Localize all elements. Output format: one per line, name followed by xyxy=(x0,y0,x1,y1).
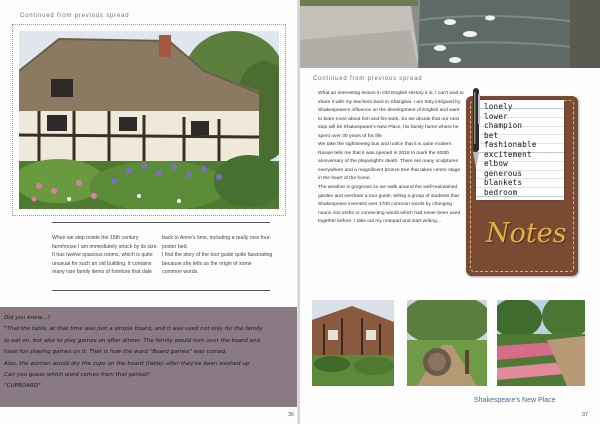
did-you-know-line: to eat on, but also to play games on after dinner. The family would turn over the board and xyxy=(4,337,261,344)
notes-title: Notes xyxy=(486,218,567,249)
garden-photo-2 xyxy=(407,300,487,386)
cottage-photo xyxy=(19,31,279,209)
text-line: When we step inside the 15th century xyxy=(52,235,139,241)
river-photo xyxy=(300,0,600,68)
text-line: many rare family items of furniture that date xyxy=(52,269,153,276)
did-you-know-line: Can you guess which word comes from that period? xyxy=(4,372,150,379)
notes-word: elbow xyxy=(484,159,508,168)
text-line: because she tells us the origin of some xyxy=(162,260,252,267)
notes-word: blankets xyxy=(484,178,523,187)
article-column-right xyxy=(162,234,276,277)
notes-word: generous xyxy=(484,168,523,178)
did-you-know-text xyxy=(4,313,296,393)
did-you-know-line: Also, the women would dry the cups on the board (table) after they've been washed up. xyxy=(4,360,252,367)
cottage-photo-frame xyxy=(12,24,286,216)
garden-photo-1 xyxy=(312,300,394,386)
did-you-know-line: have fun playing games on it. That is how the word "Board games" was coined. xyxy=(4,349,227,356)
text-line: It has twelve spacious rooms, which is quite xyxy=(52,252,153,259)
article-body xyxy=(318,90,464,227)
text-line: common words. xyxy=(162,269,199,276)
text-line: unusual for such an old building. It contains xyxy=(52,260,152,267)
continued-label-left: Continued from previous spread xyxy=(20,13,130,19)
did-you-know-line: "That the table, at that time was just a simple board, and it was used not only for the family xyxy=(4,326,263,333)
notes-word: excitement xyxy=(484,149,532,159)
notes-word: bedroom xyxy=(484,187,518,197)
page-number-left: 36 xyxy=(288,412,295,418)
text-line: I find the story of the tour guide quite fascinating xyxy=(162,252,273,259)
pen-icon xyxy=(470,88,482,170)
did-you-know-heading: Did you know...? xyxy=(4,315,50,321)
photo-caption: Shakespeare's New Place xyxy=(474,397,556,404)
notes-word: champion xyxy=(484,121,523,130)
text-line: back to Anne's time, including a really nice four- xyxy=(162,235,272,241)
continued-label-right: Continued from previous spread xyxy=(313,76,423,82)
notes-word: bet xyxy=(484,130,499,140)
notes-word: fashionable xyxy=(484,140,537,149)
notes-word: lonely xyxy=(484,102,513,111)
page-number-right: 37 xyxy=(582,412,589,418)
article-paragraph: What an interesting lesson in Old English History it is. I can't wait to share it with my teachers back in Shanghai. I am truly intrigued by Shakespeare's influence on the development of English and want to learn more about him and his work. So we decide that our next stop will be Shakespeare's New Place, his family home where he spent over 30 years of his life. xyxy=(318,91,464,139)
article-column-left xyxy=(52,234,164,277)
divider-bottom xyxy=(52,290,270,291)
article-paragraph: We take the sightseeing bus and notice that it is quite modern. Russie tells me that it was opened in 2016 to mark the 400th anniversary of the playwright's death. There are many sculptures everywhere and a magnificent bronze tree that takes centre stage in the heart of the home. xyxy=(318,142,461,182)
divider-top xyxy=(52,222,270,223)
did-you-know-answer: "CUPBOARD" xyxy=(4,383,41,390)
text-line: poster bed. xyxy=(162,243,188,250)
article-paragraph: The weather is gorgeous so we walk around the well-maintained garden and overhear a tour guide, telling a group of students that Shakespeare invented over 1700 common words by changing nouns into verbs or connecting words which had never been used together before. I take out my notepad and start writing... xyxy=(318,185,461,225)
garden-photo-3 xyxy=(497,300,585,386)
text-line: farmhouse I am immediately struck by its size. xyxy=(52,243,159,250)
notes-word: lower xyxy=(484,111,508,121)
